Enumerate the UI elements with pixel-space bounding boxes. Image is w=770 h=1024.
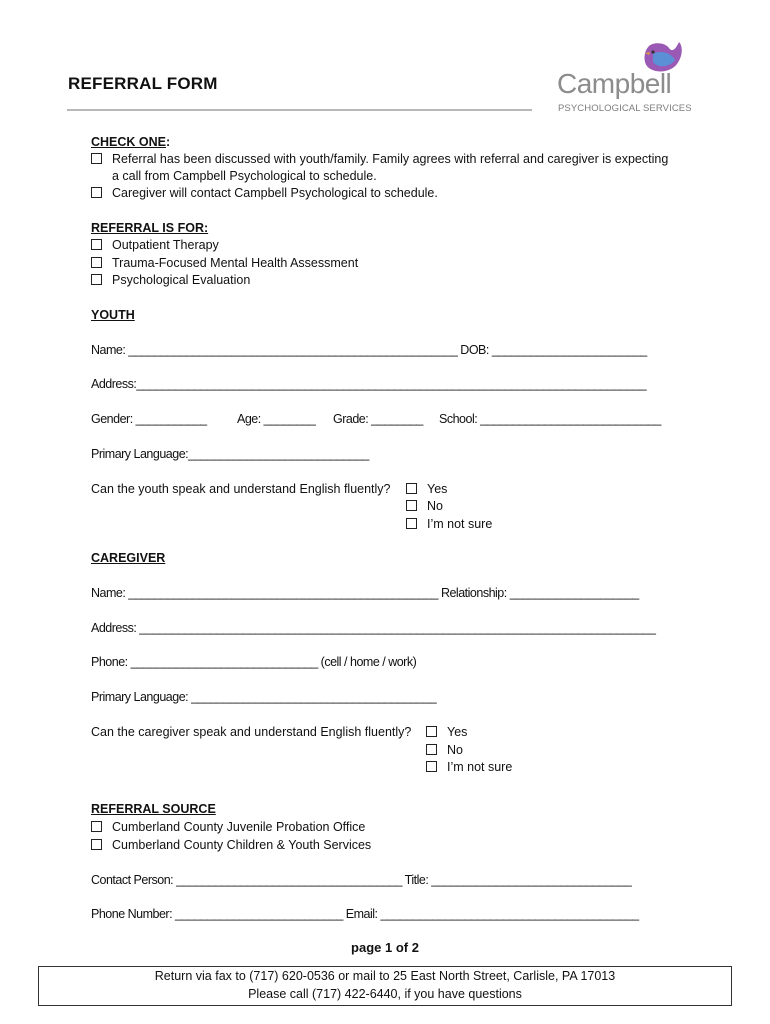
checkbox[interactable] [426, 726, 437, 737]
youth-gender-field[interactable]: Gender: ___________ [91, 412, 207, 426]
checkbox[interactable] [91, 187, 102, 198]
caregiver-english-yes[interactable]: Yes [426, 725, 467, 739]
check-one-option-caregiver-contact[interactable]: Caregiver will contact Campbell Psychological to schedule. [91, 186, 438, 200]
caregiver-english-not-sure[interactable]: I’m not sure [426, 760, 512, 774]
caregiver-phone-field[interactable]: Phone: _____________________________ (cell / home / work) [91, 655, 417, 669]
youth-heading: YOUTH [91, 308, 135, 322]
referral-for-trauma-assessment[interactable]: Trauma-Focused Mental Health Assessment [91, 256, 358, 270]
logo-wordmark: Campbell [557, 68, 672, 99]
caregiver-name-relationship-field[interactable]: Name: ________________________________________________ Relationship: ____________________ [91, 586, 639, 600]
form-title: REFERRAL FORM [68, 74, 218, 93]
checkbox[interactable] [406, 483, 417, 494]
page-number: page 1 of 2 [351, 940, 419, 955]
checkbox[interactable] [91, 239, 102, 250]
check-one-option-discussed[interactable]: Referral has been discussed with youth/family. Family agrees with referral and caregiver is expecting [91, 152, 668, 166]
referral-source-probation[interactable]: Cumberland County Juvenile Probation Office [91, 820, 365, 834]
logo-subtitle: PSYCHOLOGICAL SERVICES [558, 103, 692, 114]
checkbox[interactable] [426, 761, 437, 772]
youth-age-field[interactable]: Age: ________ [237, 412, 316, 426]
checkbox[interactable] [91, 839, 102, 850]
phone-email-field[interactable]: Phone Number: __________________________ Email: ________________________________________ [91, 907, 639, 921]
checkbox[interactable] [91, 274, 102, 285]
youth-address-field[interactable]: Address:_______________________________________________________________________________ [91, 377, 647, 391]
youth-english-yes[interactable]: Yes [406, 482, 447, 496]
youth-english-no[interactable]: No [406, 499, 443, 513]
caregiver-address-field[interactable]: Address: ________________________________________________________________________________ [91, 621, 656, 635]
checkbox[interactable] [406, 518, 417, 529]
youth-name-dob-field[interactable]: Name: ___________________________________________________ DOB: ________________________ [91, 343, 647, 357]
checkbox[interactable] [426, 744, 437, 755]
caregiver-english-no[interactable]: No [426, 743, 463, 757]
checkbox[interactable] [91, 821, 102, 832]
referral-for-heading: REFERRAL IS FOR: [91, 221, 209, 235]
referral-for-outpatient[interactable]: Outpatient Therapy [91, 238, 219, 252]
check-one-option-discussed-cont: a call from Campbell Psychological to schedule. [112, 169, 377, 183]
contact-person-title-field[interactable]: Contact Person: ___________________________________ Title: _______________________________ [91, 873, 632, 887]
title-divider [67, 109, 532, 111]
check-one-heading: CHECK ONE: [91, 135, 171, 149]
checkbox[interactable] [91, 257, 102, 268]
campbell-logo [553, 40, 693, 120]
caregiver-english-question: Can the caregiver speak and understand English fluently? [91, 725, 412, 739]
referral-for-psych-evaluation[interactable]: Psychological Evaluation [91, 273, 250, 287]
caregiver-language-field[interactable]: Primary Language: ______________________________________ [91, 690, 437, 704]
youth-language-field[interactable]: Primary Language:____________________________ [91, 447, 369, 461]
return-instructions-box [38, 966, 732, 1006]
youth-school-field[interactable]: School: ____________________________ [439, 412, 661, 426]
youth-grade-field[interactable]: Grade: ________ [333, 412, 423, 426]
checkbox[interactable] [91, 153, 102, 164]
referral-source-heading: REFERRAL SOURCE [91, 802, 216, 816]
youth-english-question: Can the youth speak and understand English fluently? [91, 482, 391, 496]
caregiver-heading: CAREGIVER [91, 551, 166, 565]
checkbox[interactable] [406, 500, 417, 511]
return-fax-mail-text: Return via fax to (717) 620-0536 or mail to 25 East North Street, Carlisle, PA 17013 [154, 969, 616, 983]
referral-source-cys[interactable]: Cumberland County Children & Youth Services [91, 838, 371, 852]
youth-english-not-sure[interactable]: I’m not sure [406, 517, 492, 531]
call-questions-text: Please call (717) 422-6440, if you have questions [248, 987, 522, 1001]
